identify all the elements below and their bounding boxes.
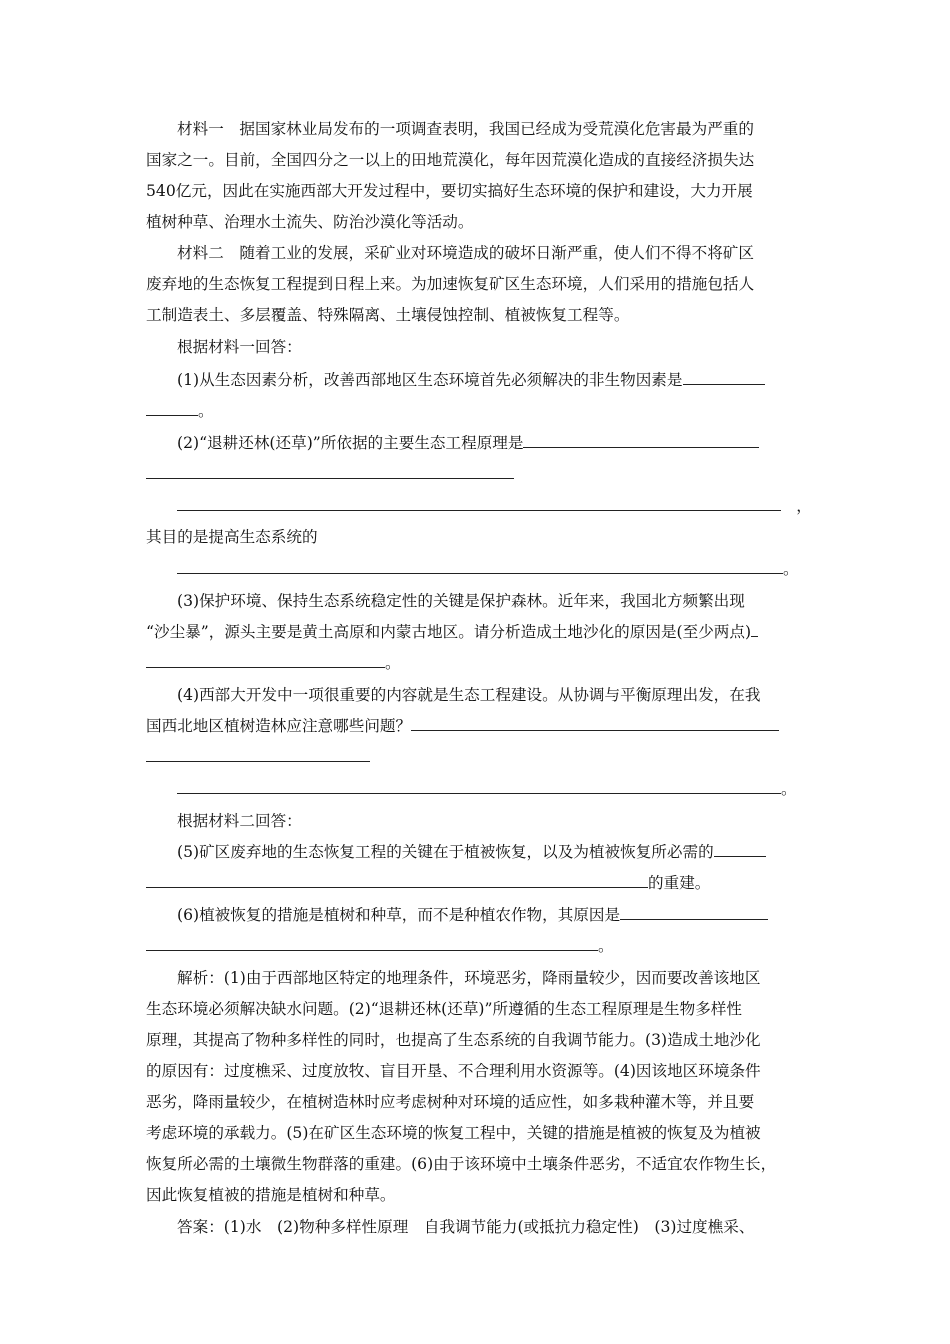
punctuation: 。 [198, 402, 214, 420]
question-6 [177, 904, 768, 926]
answer-blank[interactable] [714, 842, 766, 857]
question-5-tail: 的重建。 [648, 874, 711, 892]
answer-blank[interactable] [146, 464, 514, 479]
answer-blank[interactable] [146, 936, 598, 951]
question-6-text: (6)植被恢复的措施是植树和种草，而不是种植农作物，其原因是 [177, 906, 621, 924]
question-3-line-1: (3)保护环境、保持生态系统稳定性的关键是保护森林。近年来，我国北方频繁出现 [177, 592, 745, 610]
question-5 [177, 841, 766, 863]
question-2 [177, 432, 759, 454]
question-2-text: (2)“退耕还林(还草)”所依据的主要生态工程原理是 [177, 434, 524, 452]
material-2-line: 材料二 随着工业的发展，采矿业对环境造成的破坏日渐严重，使人们不得不将矿区 [177, 244, 754, 262]
analysis-line: 因此恢复植被的措施是植树和种草。 [146, 1186, 396, 1204]
analysis-line: 恢复所必需的土壤微生物群落的重建。(6)由于该环境中土壤条件恶劣，不适宜农作物生长， [146, 1155, 777, 1173]
question-5-text: (5)矿区废弃地的生态恢复工程的关键在于植被恢复，以及为植被恢复所必需的 [177, 843, 714, 861]
material-1-line: 植树种草、治理水土流失、防治沙漠化等活动。 [146, 213, 474, 231]
analysis-line: 恶劣，降雨量较少，在植树造林时应考虑树种对环境的适应性，如多栽种灌木等，并且要 [146, 1093, 755, 1111]
question-2-continuation [146, 463, 514, 485]
analysis-line: 原理，其提高了物种多样性的同时，也提高了生态系统的自我调节能力。(3)造成土地沙化 [146, 1031, 761, 1049]
answer-line: 答案：(1)水 (2)物种多样性原理 自我调节能力(或抵抗力稳定性) (3)过度樵采、 [177, 1218, 755, 1236]
punctuation: 。 [783, 560, 799, 578]
question-1-text: (1)从生态因素分析，改善西部地区生态环境首先必须解决的非生物因素是 [177, 371, 683, 389]
answer-blank[interactable] [146, 873, 648, 888]
material-1-line: 540亿元，因此在实施西部大开发过程中，要切实搞好生态环境的保护和建设，大力开展 [146, 182, 753, 200]
answer-blank[interactable] [523, 433, 759, 448]
analysis-line: 解析：(1)由于西部地区特定的地理条件，环境恶劣，降雨量较少，因而要改善该地区 [177, 969, 761, 987]
answer-blank[interactable] [411, 716, 779, 731]
question-1 [177, 369, 765, 391]
question-4-line-4 [177, 778, 797, 800]
question-6-continuation [146, 935, 614, 957]
question-4-line-2 [146, 715, 779, 737]
analysis-line: 的原因有：过度樵采、过度放牧、盲目开垦、不合理利用水资源等。(4)因该地区环境条件 [146, 1062, 761, 1080]
answer-blank[interactable] [146, 653, 385, 668]
question-1-continuation [146, 400, 214, 422]
analysis-line: 生态环境必须解决缺水问题。(2)“退耕还林(还草)”所遵循的生态工程原理是生物多样性 [146, 1000, 742, 1018]
punctuation: 。 [598, 937, 614, 955]
section-heading-material-2: 根据材料二回答： [177, 812, 302, 830]
question-3-text: “沙尘暴”，源头主要是黄土高原和内蒙古地区。请分析造成土地沙化的原因是(至少两点) [146, 623, 752, 641]
question-2-line-2 [177, 495, 811, 517]
analysis-line: 考虑环境的承载力。(5)在矿区生态环境的恢复工程中，关键的措施是植被的恢复及为植被 [146, 1124, 761, 1142]
answer-blank[interactable] [146, 747, 370, 762]
question-3-line-2 [146, 621, 758, 643]
question-5-continuation [146, 872, 710, 894]
question-4-continuation [146, 746, 370, 768]
answer-blank[interactable] [751, 622, 758, 637]
answer-blank[interactable] [620, 905, 768, 920]
question-2-line-3: 其目的是提高生态系统的 [146, 528, 318, 546]
question-3-continuation [146, 652, 401, 674]
punctuation: 。 [385, 654, 401, 672]
punctuation: ， [796, 497, 812, 515]
answer-blank[interactable] [683, 370, 765, 385]
question-4-line-1: (4)西部大开发中一项很重要的内容就是生态工程建设。从协调与平衡原理出发，在我 [177, 686, 761, 704]
question-4-text: 国西北地区植树造林应注意哪些问题？ [146, 717, 412, 735]
material-2-line: 工制造表土、多层覆盖、特殊隔离、土壤侵蚀控制、植被恢复工程等。 [146, 306, 630, 324]
answer-blank[interactable] [177, 779, 781, 794]
material-1-line: 国家之一。目前，全国四分之一以上的田地荒漠化，每年因荒漠化造成的直接经济损失达 [146, 151, 755, 169]
section-heading-material-1: 根据材料一回答： [177, 338, 302, 356]
material-2-line: 废弃地的生态恢复工程提到日程上来。为加速恢复矿区生态环境，人们采用的措施包括人 [146, 275, 755, 293]
punctuation: 。 [781, 780, 797, 798]
question-2-line-4 [177, 558, 799, 580]
answer-blank[interactable] [177, 496, 781, 511]
answer-blank[interactable] [177, 559, 783, 574]
material-1-line: 材料一 据国家林业局发布的一项调查表明，我国已经成为受荒漠化危害最为严重的 [177, 120, 754, 138]
answer-blank[interactable] [146, 401, 198, 416]
